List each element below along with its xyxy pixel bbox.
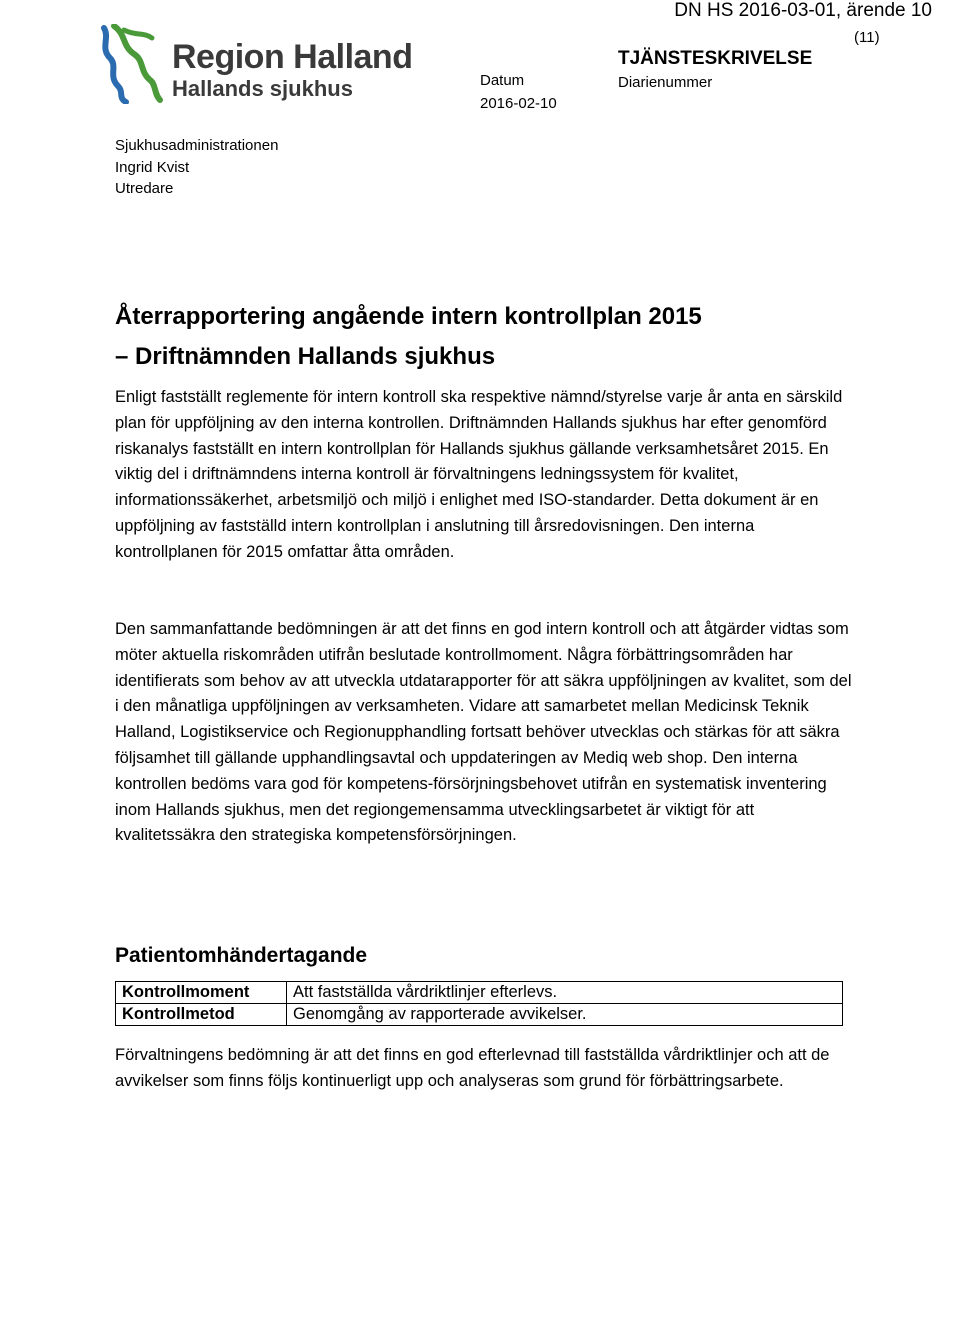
table-row [116,1004,843,1026]
table-key: Kontrollmoment [116,982,287,1004]
document-type: TJÄNSTESKRIVELSE [618,48,813,69]
sender-role: Utredare [115,180,174,197]
sender-name: Ingrid Kvist [115,159,190,176]
assessment-paragraph: Förvaltningens bedömning är att det finns en god efterlevnad till fastställda vårdriktlinjer och att de avvikelser som finns följs kontinuerligt upp och analyseras som grund för förbättringsarbete. [115,1046,830,1090]
region-halland-logo [96,24,416,104]
sender-department: Sjukhusadministrationen [115,137,279,154]
title-line-1: Återrapportering angående intern kontrollplan 2015 [115,303,702,330]
logo-subtitle: Hallands sjukhus [172,76,353,101]
section-title: Patientomhändertagande [115,944,368,967]
title-line-2: – Driftnämnden Hallands sjukhus [115,343,496,370]
page-count: (11) [854,29,880,46]
intro-paragraph: Enligt fastställt reglemente för intern kontroll ska respektive nämnd/styrelse varje år anta en särskild plan för uppföljning av den interna kontrollen. Driftnämnden Hallands sjukhus har efter genomförd riskanalys fastställt en intern kontrollplan för Hallands sjukhus gällande verksamhetsåret 2015. En viktig del i driftnämndens interna kontroll är förvaltningens ledningssystem för kvalitet, informationssäkerhet, arbetsmiljö och miljö i enlighet med ISO-standarder. Detta dokument är en uppföljning av fastställd intern kontrollplan i anslutning till årsredovisningen. Den interna kontrollplanen för 2015 omfattar åtta områden. [115,388,843,561]
date-value: 2016-02-10 [480,95,557,112]
case-reference: DN HS 2016-03-01, ärende 10 [674,0,932,21]
logo-title: Region Halland [172,38,413,76]
table-value: Genomgång av rapporterade avvikelser. [287,1004,843,1026]
page-title [115,297,702,377]
region-halland-logo-icon [96,24,168,104]
table-value: Att fastställda vårdriktlinjer efterlevs. [287,982,843,1004]
date-label: Datum [480,72,525,89]
table-key: Kontrollmetod [116,1004,287,1026]
diary-number-label: Diarienummer [618,74,713,91]
table-row [116,982,843,1004]
summary-paragraph: Den sammanfattande bedömningen är att det finns en god intern kontroll och att åtgärder vidtas som möter aktuella riskområden utifrån beslutade kontrollmoment. Några förbättringsområden har identifierats som behov av att utveckla utdatarapporter för att säkra uppföljningen av kvalitet, som del i den månatliga uppföljningen av verksamheten. Vidare att samarbetet mellan Medicinsk Teknik Halland, Logistikservice och Regionupphandling fortsatt behöver utvecklas och stärkas för att säkra följsamhet till gällande upphandlingsavtal och uppdateringen av Mediq web shop. Den interna kontrollen bedöms vara god för kompetens-försörjningsbehovet utifrån en systematisk inventering inom Hallands sjukhus, men det regiongemensamma utvecklingsarbetet är viktigt för att kvalitetssäkra den strategiska kompetensförsörjningen. [115,620,852,845]
control-table [115,981,843,1026]
